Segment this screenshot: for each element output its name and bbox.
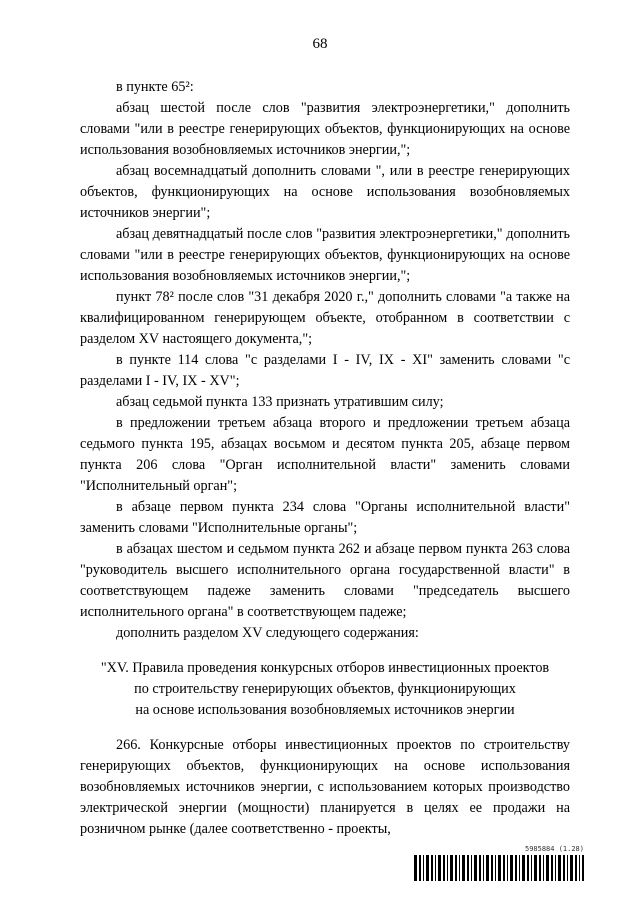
paragraph-7: абзац седьмой пункта 133 признать утратившим силу; — [116, 394, 444, 410]
paragraph-9: в абзаце первом пункта 234 слова "Органы исполнительной власти" заменить словами "Исполнительные органы"; — [80, 499, 570, 536]
document-barcode — [414, 845, 584, 881]
paragraph-8: в предложении третьем абзаца второго и предложении третьем абзаца седьмого пункта 195, абзацах восьмом и десятом пункта 205, абзаце первом пункта 206 слова "Орган исполнительной власти" заменить словами "Исполнительный орган"; — [80, 415, 570, 494]
paragraph-4: абзац девятнадцатый после слов "развития электроэнергетики," дополнить словами "или в реестре генерирующих объектов, функционирующих на основе использования возобновляемых источников энергии,"; — [80, 226, 570, 284]
barcode-caption: 5985884 (1.28) — [524, 845, 584, 853]
barcode-icon — [414, 855, 584, 881]
paragraph-11: дополнить разделом XV следующего содержания: — [116, 625, 419, 641]
paragraph-2: абзац шестой после слов "развития электроэнергетики," дополнить словами "или в реестре генерирующих объектов, функционирующих на основе использования возобновляемых источников энергии,"; — [80, 100, 570, 158]
paragraph-6: в пункте 114 слова "с разделами I - IV, IX - XI" заменить словами "с разделами I - IV, IX - XV"; — [80, 352, 570, 389]
page-number: 68 — [312, 36, 328, 52]
section-heading-line-3: на основе использования возобновляемых источников энергии — [135, 702, 515, 718]
paragraph-1: в пункте 65²: — [116, 79, 194, 95]
section-heading-line-2: по строительству генерирующих объектов, функционирующих — [134, 681, 516, 697]
section-heading-line-1: "XV. Правила проведения конкурсных отборов инвестиционных проектов — [100, 660, 550, 676]
paragraph-266: 266. Конкурсные отборы инвестиционных проектов по строительству генерирующих объектов, функционирующих на основе использования возобновляемых источников энергии, с использованием которых производство электрической энергии (мощности) планируется в целях ее продажи на розничном рынке (далее соответственно - проекты, — [80, 737, 570, 837]
paragraph-10: в абзацах шестом и седьмом пункта 262 и абзаце первом пункта 263 слова "руководитель высшего исполнительного органа государственной власти" в соответствующем падеже заменить словами "председатель высшего исполнительного органа" в соответствующем падеже; — [80, 541, 570, 620]
document-body — [80, 77, 570, 840]
section-heading — [80, 658, 570, 721]
paragraph-3: абзац восемнадцатый дополнить словами ", или в реестре генерирующих объектов, функционирующих на основе использования возобновляемых источников энергии"; — [80, 163, 570, 221]
paragraph-5: пункт 78² после слов "31 декабря 2020 г.," дополнить словами "а также на квалифицированном генерирующем объекте, отобранном в соответствии с разделом XV настоящего документа,"; — [80, 289, 570, 347]
